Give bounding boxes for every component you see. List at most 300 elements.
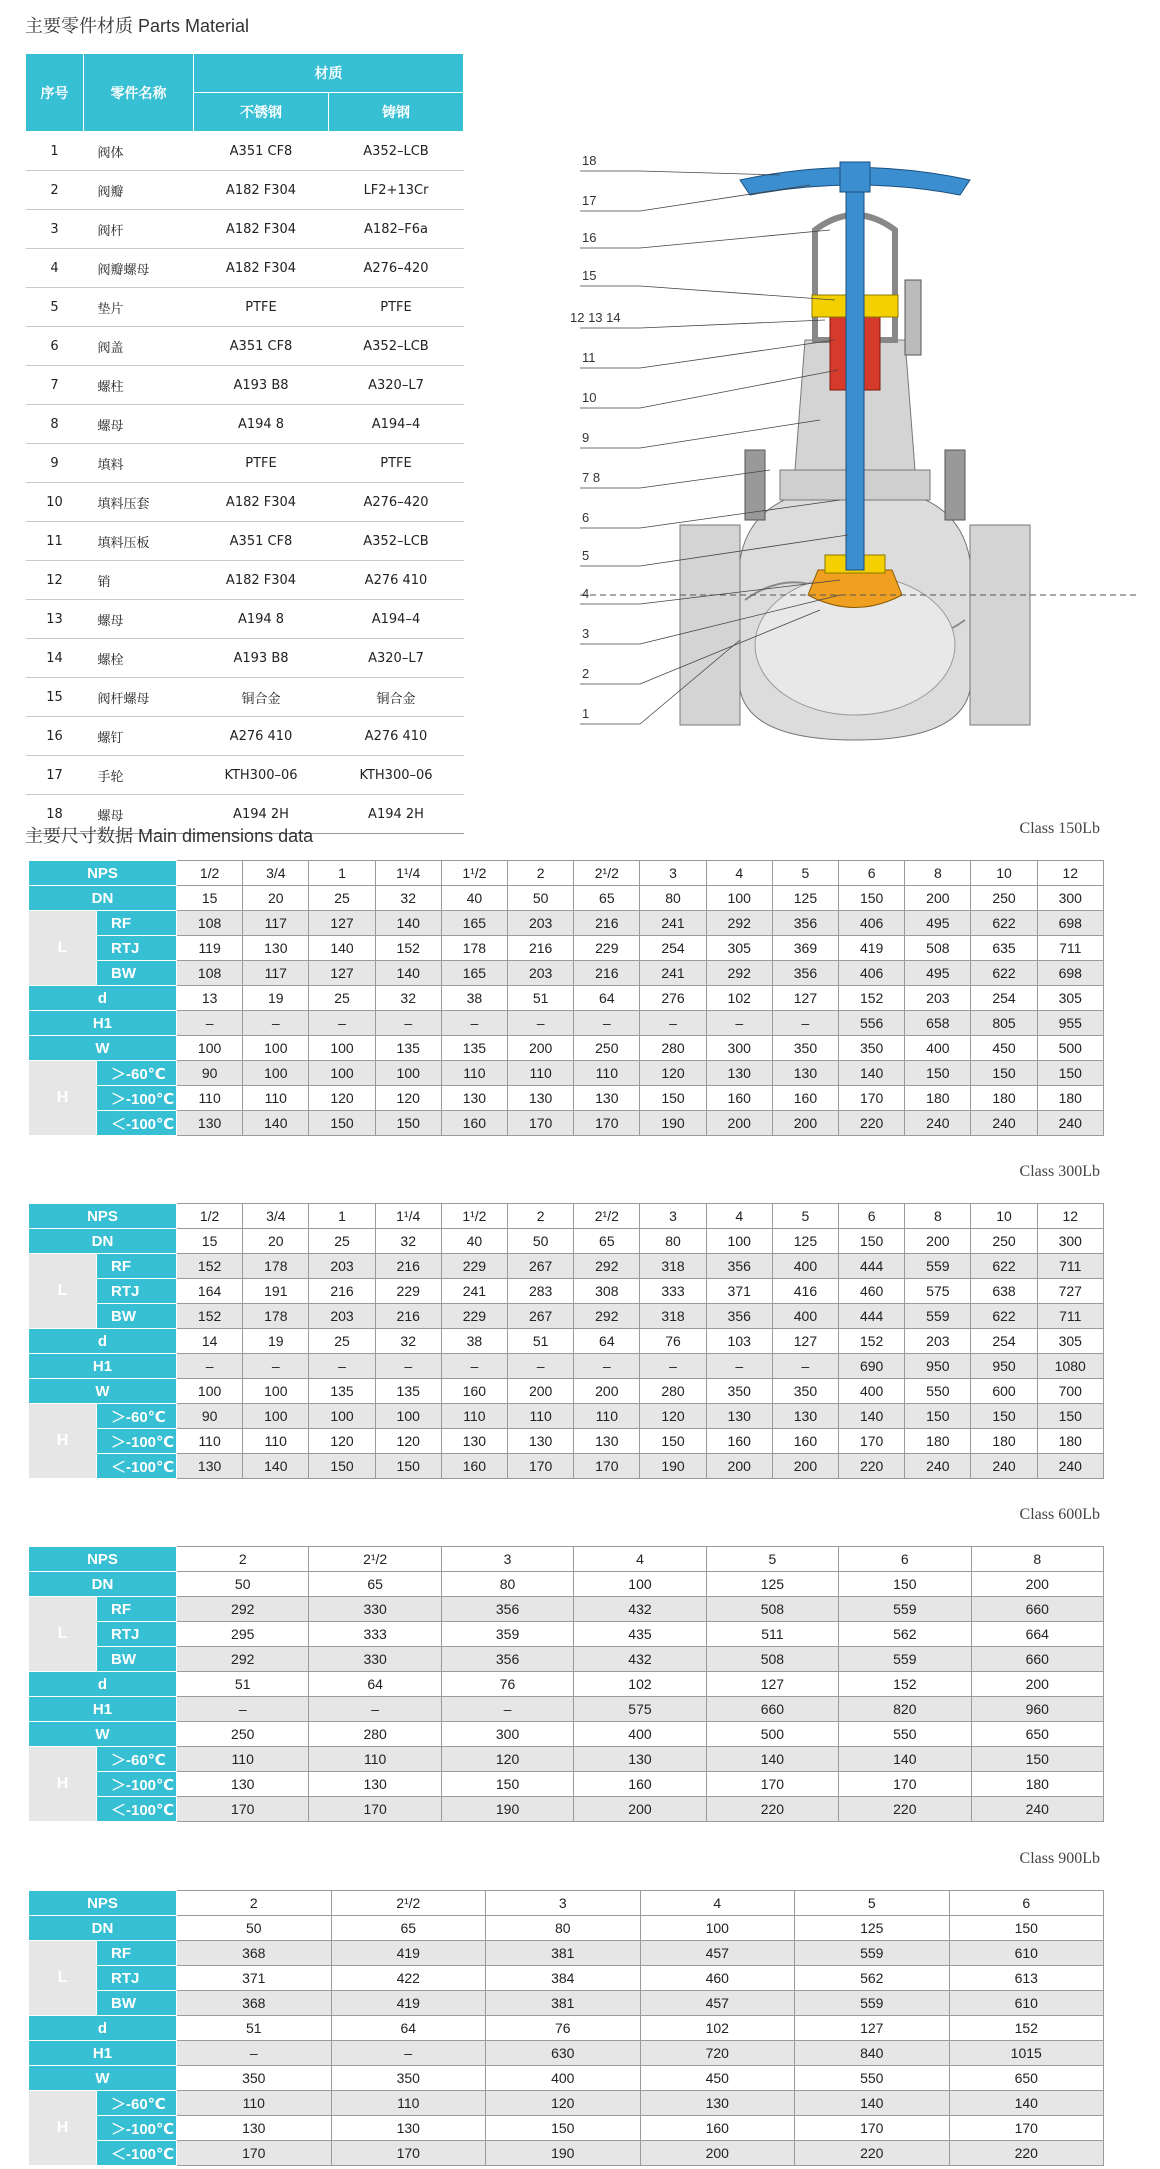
dim-cell: 130 (177, 2116, 332, 2141)
dim-cell: 241 (441, 1279, 507, 1304)
parts-cell-stainless: A182 F304 (194, 561, 329, 600)
dim-row-nps (29, 1547, 1104, 1572)
dim-cell: 130 (706, 1061, 772, 1086)
row-label-w: W (29, 1379, 177, 1404)
dim-row-rf (29, 911, 1104, 936)
dim-cell: 127 (772, 986, 838, 1011)
dim-row-w (29, 1722, 1104, 1747)
dim-row-w (29, 1379, 1104, 1404)
dim-cell: 250 (574, 1036, 640, 1061)
dim-cell: 200 (574, 1797, 706, 1822)
parts-material-table (25, 53, 464, 834)
parts-cell-stainless: 铜合金 (194, 678, 329, 717)
callout-label: 17 (582, 193, 597, 208)
dim-cell: 381 (486, 1991, 641, 2016)
dim-cell: 283 (508, 1279, 574, 1304)
dim-cell: 508 (905, 936, 971, 961)
dim-cell: – (640, 1011, 706, 1036)
dim-cell: 65 (574, 886, 640, 911)
parts-row (26, 171, 464, 210)
dim-cell: 562 (839, 1622, 971, 1647)
dim-row-rf (29, 1597, 1104, 1622)
dim-cell: 550 (839, 1722, 971, 1747)
dim-cell: 2 (508, 861, 574, 886)
dim-cell: 240 (905, 1454, 971, 1479)
dim-cell: 240 (905, 1111, 971, 1136)
dim-cell: 10 (971, 1204, 1037, 1229)
dim-cell: 38 (441, 986, 507, 1011)
dim-cell: 102 (706, 986, 772, 1011)
parts-row (26, 717, 464, 756)
dim-cell: 200 (905, 886, 971, 911)
dim-cell: – (441, 1354, 507, 1379)
dim-cell: 600 (971, 1379, 1037, 1404)
dim-cell: 333 (640, 1279, 706, 1304)
parts-cell-stainless: A193 B8 (194, 639, 329, 678)
dim-cell: 165 (441, 911, 507, 936)
parts-row (26, 639, 464, 678)
row-label-bw: BW (97, 1991, 177, 2016)
dim-cell: 160 (772, 1429, 838, 1454)
dim-cell: 130 (640, 2091, 795, 2116)
dim-cell: 368 (177, 1941, 332, 1966)
row-label-w: W (29, 1036, 177, 1061)
dim-cell: 140 (839, 1061, 905, 1086)
parts-cell-cast: A352–LCB (329, 522, 464, 561)
parts-row (26, 522, 464, 561)
parts-cell-cast: A320–L7 (329, 366, 464, 405)
bolt-graphic (905, 280, 921, 355)
dim-cell: 955 (1037, 1011, 1103, 1036)
dim-row-nps (29, 861, 1104, 886)
dim-cell: 5 (772, 861, 838, 886)
dim-row-bw (29, 961, 1104, 986)
row-label-t3: ＜-100℃ (97, 2141, 177, 2166)
dim-cell: 200 (508, 1379, 574, 1404)
dim-cell: 125 (772, 1229, 838, 1254)
row-label-d: d (29, 986, 177, 1011)
dim-cell: 444 (839, 1304, 905, 1329)
dim-cell: 170 (508, 1111, 574, 1136)
dim-cell: 203 (905, 1329, 971, 1354)
dim-cell: 180 (971, 1086, 1037, 1111)
dim-cell: 160 (441, 1379, 507, 1404)
dim-cell: 4 (640, 1891, 795, 1916)
dim-cell: 660 (706, 1697, 838, 1722)
dim-cell: 690 (839, 1354, 905, 1379)
row-label-dn: DN (29, 1572, 177, 1597)
dim-cell: 3/4 (243, 861, 309, 886)
parts-cell-no: 11 (26, 522, 84, 561)
dim-cell: 130 (177, 1454, 243, 1479)
dim-cell: 25 (309, 886, 375, 911)
parts-cell-stainless: A351 CF8 (194, 522, 329, 561)
dim-cell: 130 (331, 2116, 486, 2141)
dim-cell: 406 (839, 911, 905, 936)
dim-cell: 330 (309, 1597, 441, 1622)
row-label-rtj: RTJ (97, 1966, 177, 1991)
dim-cell: 556 (839, 1011, 905, 1036)
callout-label: 15 (582, 268, 597, 283)
parts-cell-cast: A276–420 (329, 483, 464, 522)
row-label-rf: RF (97, 1254, 177, 1279)
dim-cell: 51 (508, 986, 574, 1011)
dim-cell: 254 (640, 936, 706, 961)
dim-row-t2 (29, 2116, 1104, 2141)
dim-row-dn (29, 1572, 1104, 1597)
dim-cell: 220 (839, 1111, 905, 1136)
parts-cell-cast: A320–L7 (329, 639, 464, 678)
dim-cell: 2¹/2 (309, 1547, 441, 1572)
dim-cell: 160 (706, 1086, 772, 1111)
dim-cell: 622 (971, 911, 1037, 936)
dim-cell: 117 (243, 911, 309, 936)
dim-cell: 100 (574, 1572, 706, 1597)
parts-cell-stainless: A194 8 (194, 405, 329, 444)
callout-leader (580, 171, 780, 175)
dim-cell: 150 (839, 886, 905, 911)
dim-cell: 1/2 (177, 1204, 243, 1229)
dim-cell: 330 (309, 1647, 441, 1672)
dim-cell: 660 (971, 1597, 1103, 1622)
dim-cell: 805 (971, 1011, 1037, 1036)
dim-cell: 170 (177, 1797, 309, 1822)
dim-cell: 15 (177, 886, 243, 911)
dim-cell: 450 (971, 1036, 1037, 1061)
dim-cell: 140 (795, 2091, 950, 2116)
dim-cell: 292 (574, 1254, 640, 1279)
dim-cell: 120 (375, 1429, 441, 1454)
parts-row (26, 678, 464, 717)
dim-cell: 550 (795, 2066, 950, 2091)
dim-cell: 140 (375, 961, 441, 986)
dim-cell: 150 (309, 1111, 375, 1136)
row-group-L: L (29, 911, 97, 986)
parts-cell-name: 阀杆 (84, 210, 194, 249)
dim-cell: 1080 (1037, 1354, 1103, 1379)
dim-cell: 416 (772, 1279, 838, 1304)
row-label-t2: ＞-100℃ (97, 2116, 177, 2141)
dim-cell: – (706, 1354, 772, 1379)
dim-cell: 76 (640, 1329, 706, 1354)
dim-cell: 140 (839, 1747, 971, 1772)
dim-cell: 110 (441, 1061, 507, 1086)
dim-cell: 10 (971, 861, 1037, 886)
dim-row-d (29, 2016, 1104, 2041)
dim-cell: 160 (772, 1086, 838, 1111)
dim-cell: 711 (1037, 1304, 1103, 1329)
dim-cell: 90 (177, 1404, 243, 1429)
dim-cell: 950 (971, 1354, 1037, 1379)
dim-cell: 292 (706, 911, 772, 936)
dim-cell: 64 (574, 986, 640, 1011)
parts-cell-stainless: KTH300–06 (194, 756, 329, 795)
dim-cell: 203 (905, 986, 971, 1011)
dim-cell: 698 (1037, 911, 1103, 936)
dim-cell: 220 (949, 2141, 1104, 2166)
dim-cell: 254 (971, 1329, 1037, 1354)
dim-cell: 250 (971, 886, 1037, 911)
dim-cell: 25 (309, 986, 375, 1011)
parts-cell-no: 14 (26, 639, 84, 678)
dim-cell: 110 (177, 2091, 332, 2116)
dim-cell: 180 (905, 1429, 971, 1454)
parts-cell-name: 手轮 (84, 756, 194, 795)
callout-label: 5 (582, 548, 590, 563)
dim-cell: 170 (508, 1454, 574, 1479)
dim-cell: 1 (309, 1204, 375, 1229)
dim-cell: 419 (331, 1991, 486, 2016)
dim-cell: 100 (177, 1379, 243, 1404)
dim-cell: 384 (486, 1966, 641, 1991)
dim-cell: 20 (243, 1229, 309, 1254)
dim-cell: 350 (772, 1379, 838, 1404)
parts-cell-cast: A276 410 (329, 717, 464, 756)
dim-cell: 369 (772, 936, 838, 961)
dim-cell: 6 (839, 1204, 905, 1229)
row-label-dn: DN (29, 886, 177, 911)
row-label-h1: H1 (29, 1354, 177, 1379)
row-group-H: H (29, 1747, 97, 1822)
dim-cell: 698 (1037, 961, 1103, 986)
pressure-class-label: Class 300Lb (1019, 1163, 1100, 1180)
dim-cell: 432 (574, 1647, 706, 1672)
dim-cell: – (441, 1697, 573, 1722)
row-label-nps: NPS (29, 1547, 177, 1572)
dim-cell: 152 (839, 1672, 971, 1697)
dim-cell: 630 (486, 2041, 641, 2066)
dim-cell: 127 (795, 2016, 950, 2041)
dim-cell: 220 (795, 2141, 950, 2166)
dim-cell: 40 (441, 886, 507, 911)
parts-cell-cast: LF2+13Cr (329, 171, 464, 210)
dim-cell: 165 (441, 961, 507, 986)
row-group-H: H (29, 1404, 97, 1479)
dim-cell: 170 (331, 2141, 486, 2166)
dim-cell: 13 (177, 986, 243, 1011)
parts-cell-cast: A182–F6a (329, 210, 464, 249)
dim-cell: 500 (706, 1722, 838, 1747)
dim-cell: 170 (839, 1086, 905, 1111)
row-label-rtj: RTJ (97, 1622, 177, 1647)
dim-cell: 820 (839, 1697, 971, 1722)
dim-cell: 400 (486, 2066, 641, 2091)
parts-cell-stainless: A194 8 (194, 600, 329, 639)
dim-cell: 229 (574, 936, 640, 961)
dim-cell: 1¹/4 (375, 861, 441, 886)
dim-cell: 64 (309, 1672, 441, 1697)
row-label-bw: BW (97, 1304, 177, 1329)
dim-cell: 240 (971, 1111, 1037, 1136)
dim-cell: 32 (375, 886, 441, 911)
dim-cell: 100 (243, 1379, 309, 1404)
dim-cell: 12 (1037, 861, 1103, 886)
dim-cell: 125 (706, 1572, 838, 1597)
dim-row-nps (29, 1204, 1104, 1229)
dim-cell: 108 (177, 961, 243, 986)
dim-cell: 240 (1037, 1111, 1103, 1136)
col-header-stainless: 不锈钢 (194, 93, 329, 132)
parts-cell-stainless: A276 410 (194, 717, 329, 756)
dim-cell: 117 (243, 961, 309, 986)
dim-cell: 110 (309, 1747, 441, 1772)
dim-cell: 216 (574, 961, 640, 986)
row-label-h1: H1 (29, 1697, 177, 1722)
parts-cell-stainless: A182 F304 (194, 171, 329, 210)
dim-cell: 575 (905, 1279, 971, 1304)
row-label-nps: NPS (29, 861, 177, 886)
row-label-rtj: RTJ (97, 936, 177, 961)
parts-cell-name: 阀杆螺母 (84, 678, 194, 717)
dim-cell: 64 (574, 1329, 640, 1354)
dim-cell: 368 (177, 1991, 332, 2016)
dim-cell: 110 (177, 1747, 309, 1772)
dim-cell: 130 (309, 1772, 441, 1797)
dim-cell: 178 (441, 936, 507, 961)
dim-cell: 216 (508, 936, 574, 961)
dim-cell: 125 (772, 886, 838, 911)
dim-cell: 613 (949, 1966, 1104, 1991)
callout-label: 1 (582, 706, 590, 721)
dim-cell: 1¹/2 (441, 1204, 507, 1229)
parts-row (26, 366, 464, 405)
dim-cell: – (375, 1354, 441, 1379)
parts-cell-cast: A194 2H (329, 795, 464, 834)
dim-cell: 130 (441, 1086, 507, 1111)
dim-cell: – (706, 1011, 772, 1036)
parts-cell-no: 7 (26, 366, 84, 405)
dim-cell: 160 (640, 2116, 795, 2141)
dim-cell: – (640, 1354, 706, 1379)
dim-row-dn (29, 1916, 1104, 1941)
dim-cell: 51 (508, 1329, 574, 1354)
dim-cell: 130 (574, 1747, 706, 1772)
dim-cell: 292 (574, 1304, 640, 1329)
dim-cell: 130 (243, 936, 309, 961)
dim-cell: 450 (640, 2066, 795, 2091)
dim-row-h1 (29, 1354, 1104, 1379)
dim-cell: 559 (839, 1597, 971, 1622)
dim-cell: 103 (706, 1329, 772, 1354)
row-group-L: L (29, 1941, 97, 2016)
dim-cell: 25 (309, 1229, 375, 1254)
dim-cell: 200 (706, 1111, 772, 1136)
dim-row-t1 (29, 1404, 1104, 1429)
dim-cell: 318 (640, 1254, 706, 1279)
dim-row-rf (29, 1941, 1104, 1966)
callout-label: 18 (582, 153, 597, 168)
parts-row (26, 210, 464, 249)
col-header-no: 序号 (26, 54, 84, 132)
dim-cell: – (309, 1697, 441, 1722)
dim-cell: 150 (1037, 1404, 1103, 1429)
dim-cell: 444 (839, 1254, 905, 1279)
dim-row-nps (29, 1891, 1104, 1916)
dim-cell: 25 (309, 1329, 375, 1354)
dim-cell: 333 (309, 1622, 441, 1647)
dim-cell: 120 (309, 1086, 375, 1111)
dim-cell: 216 (574, 911, 640, 936)
dim-cell: 350 (706, 1379, 772, 1404)
dim-cell: 140 (949, 2091, 1104, 2116)
dim-cell: – (243, 1011, 309, 1036)
dim-cell: 120 (441, 1747, 573, 1772)
dim-cell: 960 (971, 1697, 1103, 1722)
row-label-t1: ＞-60℃ (97, 1747, 177, 1772)
dim-cell: 650 (949, 2066, 1104, 2091)
dim-cell: 2¹/2 (331, 1891, 486, 1916)
dim-row-t3 (29, 1454, 1104, 1479)
parts-cell-stainless: A351 CF8 (194, 327, 329, 366)
dimensions-table (28, 1890, 1104, 2166)
parts-cell-cast: PTFE (329, 444, 464, 483)
row-label-h1: H1 (29, 1011, 177, 1036)
dim-cell: 51 (177, 1672, 309, 1697)
dim-cell: 110 (574, 1061, 640, 1086)
dim-cell: 180 (1037, 1429, 1103, 1454)
dim-row-t3 (29, 1111, 1104, 1136)
dim-cell: 6 (839, 861, 905, 886)
dim-cell: 241 (640, 911, 706, 936)
callout-label: 6 (582, 510, 590, 525)
dim-cell: 150 (971, 1061, 1037, 1086)
dim-cell: – (243, 1354, 309, 1379)
parts-cell-no: 13 (26, 600, 84, 639)
dim-cell: 40 (441, 1229, 507, 1254)
callout-label: 3 (582, 626, 590, 641)
parts-cell-name: 螺柱 (84, 366, 194, 405)
dim-cell: 3 (640, 1204, 706, 1229)
dim-cell: 240 (1037, 1454, 1103, 1479)
dim-cell: 50 (177, 1572, 309, 1597)
callout-leader (580, 286, 835, 300)
dim-cell: 200 (706, 1454, 772, 1479)
stem-graphic (846, 170, 864, 570)
dim-cell: 64 (331, 2016, 486, 2041)
dim-cell: 110 (441, 1404, 507, 1429)
dim-cell: – (508, 1354, 574, 1379)
dim-cell: 150 (441, 1772, 573, 1797)
dim-cell: 356 (706, 1254, 772, 1279)
dim-cell: 1015 (949, 2041, 1104, 2066)
row-label-w: W (29, 1722, 177, 1747)
row-label-nps: NPS (29, 1891, 177, 1916)
dim-cell: 550 (905, 1379, 971, 1404)
dim-cell: 400 (772, 1254, 838, 1279)
parts-cell-name: 销 (84, 561, 194, 600)
dim-cell: 203 (508, 961, 574, 986)
dim-cell: 110 (243, 1086, 309, 1111)
dim-cell: 130 (508, 1429, 574, 1454)
parts-cell-no: 10 (26, 483, 84, 522)
dim-row-d (29, 1672, 1104, 1697)
dim-cell: 400 (839, 1379, 905, 1404)
row-label-rf: RF (97, 1941, 177, 1966)
dim-cell: 170 (177, 2141, 332, 2166)
dim-cell: 170 (309, 1797, 441, 1822)
dim-cell: 80 (640, 886, 706, 911)
callout-leader (580, 370, 838, 408)
dim-cell: 200 (905, 1229, 971, 1254)
parts-cell-no: 3 (26, 210, 84, 249)
col-header-material: 材质 (194, 54, 464, 93)
dim-cell: 216 (309, 1279, 375, 1304)
dim-cell: 610 (949, 1941, 1104, 1966)
dim-cell: 150 (1037, 1061, 1103, 1086)
dim-cell: 308 (574, 1279, 640, 1304)
dim-cell: 76 (486, 2016, 641, 2041)
row-label-d: d (29, 2016, 177, 2041)
